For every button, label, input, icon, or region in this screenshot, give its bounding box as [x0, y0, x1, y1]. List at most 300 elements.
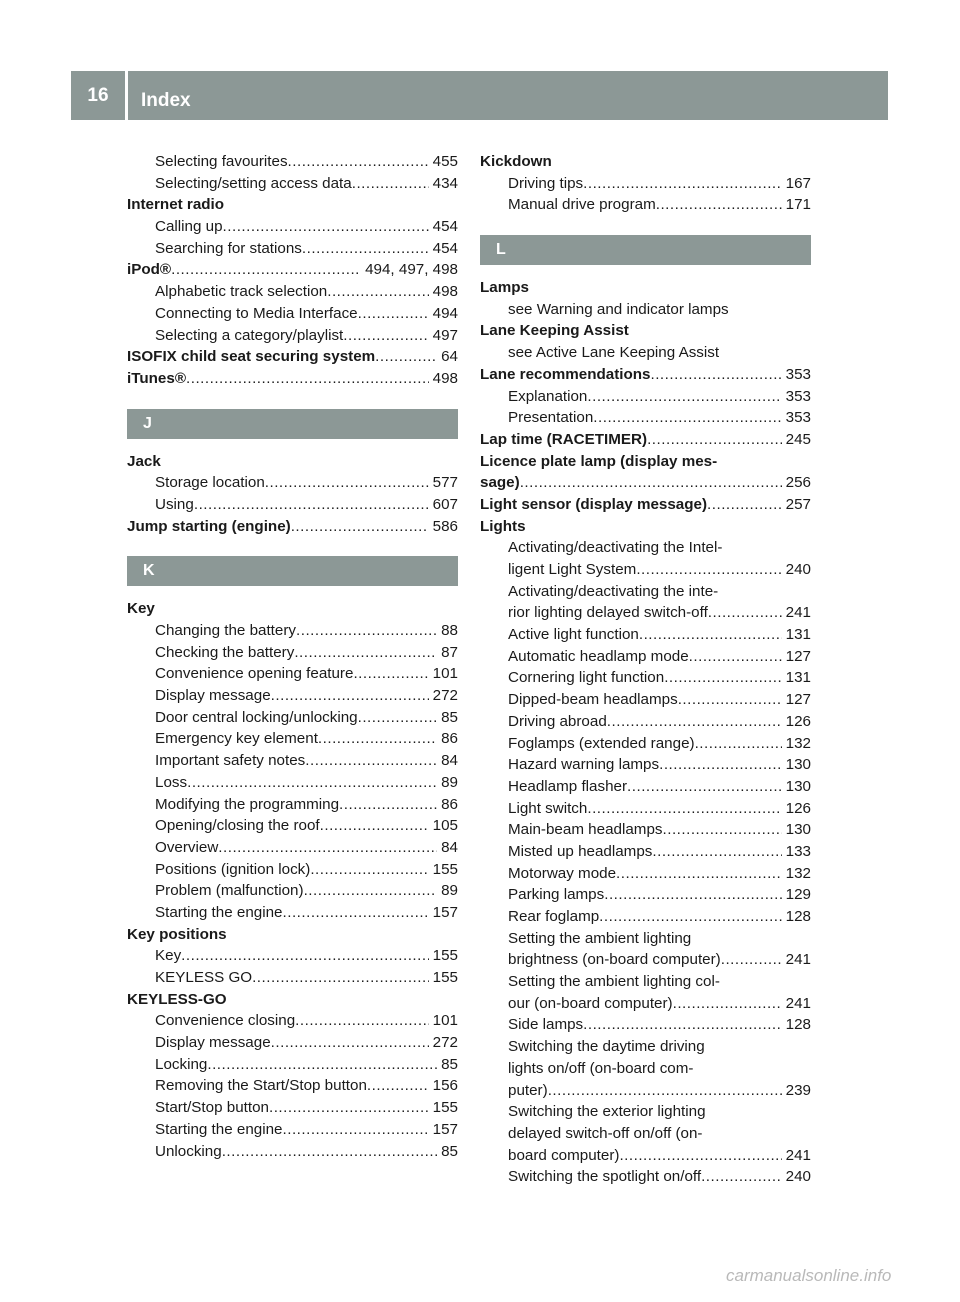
index-entry — [480, 364, 811, 386]
leader-dots — [271, 1032, 429, 1054]
leader-dots — [520, 472, 782, 494]
index-subentry — [127, 303, 458, 325]
leader-dots — [583, 1014, 782, 1036]
page-title: Index — [141, 90, 191, 111]
entry-text: Modifying the programming — [155, 795, 340, 813]
page-reference: 133 — [785, 842, 811, 860]
entry-text: Starting the engine — [155, 903, 283, 921]
leader-dots — [604, 884, 781, 906]
leader-dots — [222, 1141, 437, 1163]
entry-text: KEYLESS GO — [155, 969, 253, 986]
index-subentry — [480, 299, 811, 321]
leader-dots — [647, 429, 782, 451]
entry-text: Foglamps (extended range) — [508, 734, 695, 752]
index-subentry — [480, 711, 811, 733]
entry-text: see Warning and indicator lamps — [508, 300, 729, 318]
index-entry — [127, 989, 458, 1011]
entry-text: Problem (malfunction) — [155, 882, 304, 900]
leader-dots — [339, 794, 437, 816]
leader-dots — [171, 259, 361, 281]
leader-dots — [271, 685, 429, 707]
entry-text: Presentation — [508, 409, 594, 427]
index-subentry — [480, 754, 811, 776]
index-subentry — [480, 581, 811, 603]
leader-dots — [358, 303, 429, 325]
entry-text: Selecting a category/playlist — [155, 326, 344, 344]
entry-text: Alphabetic track selection — [155, 283, 328, 301]
leader-dots — [265, 472, 429, 494]
index-entry — [480, 320, 811, 342]
index-entry — [127, 194, 458, 216]
page-reference: 586 — [432, 517, 458, 535]
entry-text: Convenience closing — [155, 1012, 296, 1030]
index-entry — [127, 259, 458, 281]
leader-dots — [295, 1010, 429, 1032]
index-subentry — [480, 1014, 811, 1036]
leader-dots — [593, 407, 781, 429]
entry-text: Storage location — [155, 474, 265, 492]
index-subentry — [480, 537, 811, 559]
index-subentry — [127, 750, 458, 772]
entry-text: Dipped-beam headlamps — [508, 691, 678, 709]
page-reference: 272 — [432, 687, 458, 705]
index-subentry — [127, 1075, 458, 1097]
entry-text: Removing the Start/Stop button — [155, 1077, 367, 1095]
entry-text: Connecting to Media Interface — [155, 304, 358, 322]
page-reference: 434 — [432, 174, 458, 192]
index-entry — [127, 451, 458, 473]
index-subentry — [480, 798, 811, 820]
section-letter-k: K — [127, 556, 458, 586]
leader-dots — [252, 967, 429, 989]
page-reference: 454 — [432, 239, 458, 257]
page-reference: 131 — [785, 626, 811, 644]
entry-text: Lane recommendations — [480, 365, 651, 383]
leader-dots — [721, 949, 782, 971]
index-subentry — [127, 837, 458, 859]
entry-text: Key — [155, 947, 182, 965]
leader-dots — [701, 1166, 782, 1188]
page-reference: 84 — [441, 838, 458, 856]
page-reference: 101 — [432, 665, 458, 683]
entry-text: Internet radio — [127, 196, 225, 214]
entry-text: Kickdown — [480, 153, 552, 170]
entry-text: Searching for stations — [155, 239, 302, 257]
leader-dots — [223, 216, 429, 238]
index-subentry — [480, 173, 811, 195]
index-subentry — [127, 642, 458, 664]
entry-text: Selecting/setting access data — [155, 174, 352, 192]
entry-text: Jack — [127, 452, 161, 470]
header-bar — [71, 71, 888, 120]
page-reference: 128 — [785, 1016, 811, 1034]
index-subentry — [127, 728, 458, 750]
index-subentry — [480, 971, 811, 993]
entry-text: Using — [155, 495, 194, 513]
page-reference: 353 — [785, 387, 811, 405]
leader-dots — [599, 906, 781, 928]
entry-text: Locking — [155, 1055, 208, 1073]
page-reference: 128 — [785, 908, 811, 925]
leader-dots — [627, 776, 782, 798]
entry-text: Side lamps — [508, 1016, 584, 1034]
index-subentry — [127, 815, 458, 837]
index-subentry — [480, 949, 811, 971]
entry-text: Door central locking/unlocking — [155, 708, 358, 726]
entry-text: Opening/closing the roof — [155, 817, 320, 835]
page-reference: 130 — [785, 756, 811, 774]
index-subentry — [480, 1080, 811, 1102]
index-subentry — [480, 993, 811, 1015]
index-entry — [127, 516, 458, 538]
page-reference: 85 — [441, 1055, 458, 1073]
page-reference: 167 — [785, 174, 811, 192]
index-subentry — [127, 238, 458, 260]
index-subentry — [127, 1097, 458, 1119]
index-subentry — [480, 1101, 811, 1123]
entry-text: Activating/deactivating the inte- — [508, 582, 719, 600]
leader-dots — [318, 728, 437, 750]
page-reference: 494 — [432, 304, 458, 322]
leader-dots — [186, 368, 429, 390]
leader-dots — [583, 173, 782, 195]
index-subentry — [127, 663, 458, 685]
leader-dots — [291, 516, 429, 538]
page-reference: 132 — [785, 734, 811, 752]
page-reference: 455 — [432, 153, 458, 170]
page-reference: 498 — [432, 369, 458, 387]
page-reference: 89 — [441, 773, 458, 791]
page-reference: 241 — [785, 951, 811, 969]
index-entry — [480, 516, 811, 538]
entry-text: Emergency key element — [155, 730, 318, 748]
entry-text: see Active Lane Keeping Assist — [508, 344, 720, 362]
entry-text: Lap time (RACETIMER) — [480, 430, 648, 448]
entry-text: iTunes® — [127, 369, 187, 387]
entry-text: Starting the engine — [155, 1120, 283, 1138]
entry-text: Light sensor (display message) — [480, 495, 708, 513]
index-subentry — [480, 906, 811, 928]
page-reference: 257 — [785, 495, 811, 513]
page-reference: 256 — [785, 474, 811, 492]
entry-text: rior lighting delayed switch-off — [508, 604, 708, 622]
entry-text: Licence plate lamp (display mes- — [480, 452, 718, 470]
index-subentry — [480, 624, 811, 646]
leader-dots — [305, 750, 437, 772]
page-reference: 155 — [432, 947, 458, 965]
leader-dots — [353, 663, 428, 685]
entry-text: Main-beam headlamps — [508, 821, 663, 839]
entry-text: Jump starting (engine) — [127, 517, 291, 535]
entry-text: Display message — [155, 687, 271, 705]
index-subentry — [480, 841, 811, 863]
entry-text: KEYLESS-GO — [127, 990, 227, 1008]
entry-text: Calling up — [155, 218, 223, 236]
page-reference: 353 — [785, 365, 811, 383]
leader-dots — [218, 837, 437, 859]
leader-dots — [288, 151, 429, 173]
entry-text: delayed switch-off on/off (on- — [508, 1124, 703, 1142]
entry-text: iPod® — [127, 261, 172, 279]
index-subentry — [480, 667, 811, 689]
page-reference: 156 — [432, 1077, 458, 1095]
index-entry — [127, 598, 458, 620]
entry-text: Lane Keeping Assist — [480, 322, 629, 340]
page-reference: 87 — [441, 643, 458, 661]
index-entry — [127, 368, 458, 390]
page-reference: 130 — [785, 821, 811, 839]
entry-text: Overview — [155, 838, 219, 856]
entry-text: Display message — [155, 1034, 271, 1052]
entry-text: Key — [127, 600, 155, 618]
leader-dots — [607, 711, 782, 733]
index-subentry — [127, 859, 458, 881]
index-subentry — [480, 407, 811, 429]
leader-dots — [619, 1145, 781, 1167]
leader-dots — [194, 494, 429, 516]
page-reference: 85 — [441, 1142, 458, 1160]
index-column-left — [127, 151, 458, 1162]
entry-text: Active light function — [508, 626, 639, 644]
leader-dots — [269, 1097, 429, 1119]
leader-dots — [296, 620, 437, 642]
entry-text: Switching the spotlight on/off — [508, 1168, 702, 1186]
index-subentry — [127, 1054, 458, 1076]
leader-dots — [659, 754, 782, 776]
leader-dots — [708, 602, 782, 624]
page-reference: 240 — [785, 561, 811, 578]
leader-dots — [294, 642, 437, 664]
index-entry — [480, 429, 811, 451]
index-entry — [127, 346, 458, 368]
leader-dots — [358, 707, 437, 729]
leader-dots — [375, 346, 437, 368]
index-subentry — [480, 863, 811, 885]
entry-text: Convenience opening feature — [155, 665, 354, 683]
watermark-text: carmanualsonline.info — [726, 1266, 892, 1285]
leader-dots — [616, 863, 782, 885]
index-subentry — [127, 967, 458, 989]
index-subentry — [127, 707, 458, 729]
index-subentry — [127, 281, 458, 303]
page-reference: 64 — [441, 348, 458, 366]
index-subentry — [127, 772, 458, 794]
leader-dots — [639, 624, 782, 646]
entry-text: ISOFIX child seat securing system — [127, 348, 376, 366]
index-subentry — [480, 776, 811, 798]
index-subentry — [480, 928, 811, 950]
entry-text: Headlamp flasher — [508, 777, 628, 795]
index-subentry — [480, 733, 811, 755]
entry-text: Key positions — [127, 925, 227, 943]
index-entry — [480, 494, 811, 516]
index-subentry — [127, 1119, 458, 1141]
index-subentry — [127, 151, 458, 173]
entry-text: Cornering light function — [508, 669, 665, 687]
index-subentry — [127, 794, 458, 816]
index-subentry — [480, 1036, 811, 1058]
entry-text: Positions (ignition lock) — [155, 860, 311, 878]
leader-dots — [695, 733, 782, 755]
entry-text: Loss — [155, 773, 188, 791]
index-entry — [127, 924, 458, 946]
entry-text: lights on/off (on-board com- — [508, 1059, 694, 1077]
leader-dots — [636, 559, 781, 581]
entry-text: Unlocking — [155, 1142, 222, 1160]
page-reference: 240 — [785, 1168, 811, 1186]
entry-text: Important safety notes — [155, 752, 306, 770]
leader-dots — [652, 841, 781, 863]
index-subentry — [127, 472, 458, 494]
entry-text: Start/Stop button — [155, 1099, 269, 1117]
entry-text: Light switch — [508, 799, 588, 817]
page-reference: 155 — [432, 1099, 458, 1117]
entry-text: Activating/deactivating the Intel- — [508, 539, 723, 557]
page-reference: 577 — [432, 474, 458, 492]
header-divider — [125, 71, 128, 120]
leader-dots — [587, 798, 781, 820]
index-subentry — [480, 884, 811, 906]
entry-text: Setting the ambient lighting — [508, 929, 692, 947]
leader-dots — [673, 993, 782, 1015]
entry-text: puter) — [508, 1081, 548, 1099]
leader-dots — [304, 880, 438, 902]
leader-dots — [207, 1054, 437, 1076]
entry-text: Motorway mode — [508, 864, 617, 882]
page-reference: 241 — [785, 604, 811, 622]
index-column-right — [480, 151, 811, 1188]
section-letter-j: J — [127, 409, 458, 439]
page-reference: 245 — [785, 430, 811, 448]
section-letter-l: L — [480, 235, 811, 265]
page-reference: 131 — [785, 669, 811, 687]
page-reference: 239 — [785, 1081, 811, 1099]
page-reference: 171 — [785, 196, 811, 214]
index-subentry — [127, 216, 458, 238]
index-subentry — [480, 646, 811, 668]
entry-text: Lights — [480, 517, 526, 535]
index-subentry — [127, 902, 458, 924]
index-subentry — [127, 173, 458, 195]
page-reference: 129 — [785, 886, 811, 904]
leader-dots — [656, 194, 782, 216]
page-reference: 497 — [432, 326, 458, 344]
leader-dots — [650, 364, 781, 386]
page-reference: 132 — [785, 864, 811, 882]
index-subentry — [480, 602, 811, 624]
index-subentry — [480, 1166, 811, 1188]
entry-text: Switching the daytime driving — [508, 1038, 705, 1056]
leader-dots — [707, 494, 782, 516]
index-subentry — [480, 1123, 811, 1145]
page-reference: 241 — [785, 994, 811, 1012]
index-subentry — [127, 1010, 458, 1032]
index-subentry — [127, 945, 458, 967]
page-reference: 88 — [441, 622, 458, 639]
watermark — [0, 1242, 960, 1302]
entry-text: Selecting favourites — [155, 153, 288, 170]
index-entry — [480, 151, 811, 173]
leader-dots — [283, 902, 429, 924]
index-subentry — [480, 386, 811, 408]
entry-text: Driving abroad — [508, 712, 607, 730]
page-reference: 157 — [432, 903, 458, 921]
index-subentry — [480, 1058, 811, 1080]
leader-dots — [327, 281, 428, 303]
leader-dots — [663, 819, 782, 841]
entry-text: board computer) — [508, 1146, 620, 1164]
page-reference: 272 — [432, 1034, 458, 1052]
index-subentry — [127, 685, 458, 707]
entry-text: Changing the battery — [155, 622, 297, 639]
page-number: 16 — [87, 85, 109, 106]
page-reference: 241 — [785, 1146, 811, 1164]
leader-dots — [367, 1075, 429, 1097]
entry-text: Rear foglamp — [508, 908, 600, 925]
index-subentry — [480, 559, 811, 581]
page-reference: 126 — [785, 799, 811, 817]
leader-dots — [678, 689, 782, 711]
page-reference: 130 — [785, 777, 811, 795]
page-reference: 105 — [432, 817, 458, 835]
index-subentry — [127, 325, 458, 347]
entry-text: Driving tips — [508, 174, 584, 192]
index-subentry — [127, 620, 458, 642]
entry-text: ligent Light System — [508, 561, 637, 578]
index-entry — [480, 472, 811, 494]
leader-dots — [352, 173, 429, 195]
leader-dots — [187, 772, 437, 794]
index-subentry — [127, 1141, 458, 1163]
leader-dots — [343, 325, 428, 347]
index-subentry — [480, 194, 811, 216]
page-reference: 607 — [432, 495, 458, 513]
page-reference: 155 — [432, 860, 458, 878]
page-reference: 84 — [441, 752, 458, 770]
leader-dots — [320, 815, 429, 837]
index-entry — [480, 451, 811, 473]
page-reference: 101 — [432, 1012, 458, 1030]
entry-text: Switching the exterior lighting — [508, 1103, 706, 1121]
page-reference: 86 — [441, 730, 458, 748]
index-subentry — [127, 1032, 458, 1054]
index-subentry — [127, 494, 458, 516]
entry-text: brightness (on-board computer) — [508, 951, 721, 969]
entry-text: Lamps — [480, 279, 529, 297]
leader-dots — [689, 646, 782, 668]
index-subentry — [480, 689, 811, 711]
entry-text: Misted up headlamps — [508, 842, 653, 860]
page-reference: 127 — [785, 691, 811, 709]
page-reference: 454 — [432, 218, 458, 236]
leader-dots — [664, 667, 781, 689]
leader-dots — [302, 238, 429, 260]
leader-dots — [283, 1119, 429, 1141]
page-reference: 155 — [432, 969, 458, 986]
entry-text: Checking the battery — [155, 643, 295, 661]
entry-text: Parking lamps — [508, 886, 605, 904]
entry-text: Setting the ambient lighting col- — [508, 973, 720, 991]
page-reference: 85 — [441, 708, 458, 726]
entry-text: Hazard warning lamps — [508, 756, 660, 774]
page-reference: 126 — [785, 712, 811, 730]
entry-text: Automatic headlamp mode — [508, 647, 689, 665]
page-reference: 494, 497, 498 — [365, 261, 458, 279]
index-subentry — [480, 1145, 811, 1167]
leader-dots — [548, 1080, 782, 1102]
page-reference: 157 — [432, 1120, 458, 1138]
entry-text: sage) — [480, 474, 520, 492]
